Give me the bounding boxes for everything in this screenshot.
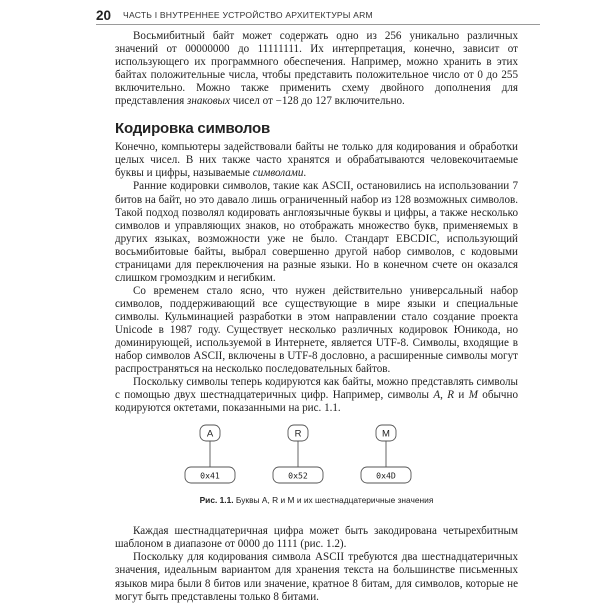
paragraph-early-encodings: Ранние кодировки символов, такие как ASCII, остановились на использовании 7 битов на байт, но это давало лишь ограниченный набор из 128 возможных символов. Такой подход позволял кодировать англоязычные буквы и цифры, а также несколько символов и управляющих знаков, но отображать множество букв, применяемых в других языках, возможности уже не было. Стандарт EBCDIC, использующий восьмибитовые байты, выбрал совершенно другой набор символов, с кодовыми страницами для переключения на разные языки. Но в конечном счете он оказался слишком громоздким и негибким.: [115, 180, 518, 284]
paragraph-ascii-storage: Поскольку для кодирования символа ASCII требуются два шестнадцатеричных значения, идеальным вариантом для хранения текста на большинстве письменных языков мира были 8 битов или значение, кратное 8 битам, для символов, которые не могут быть представлены только 8 битами.: [115, 551, 518, 603]
section-heading: Кодировка символов: [115, 120, 271, 138]
letter-label: M: [382, 428, 390, 440]
paragraph-hex-digits: Поскольку символы теперь кодируются как байты, можно представлять символы с помощью двух шестнадцатеричных цифр. Например, символы A, R и M обычно кодируются октетами, показанными на рис. 1.1.: [115, 376, 518, 415]
running-head: ЧАСТЬ I ВНУТРЕННЕЕ УСТРОЙСТВО АРХИТЕКТУРЫ ARM: [123, 10, 373, 20]
page-number: 20: [96, 7, 112, 23]
figure-item-m: [361, 425, 411, 483]
paragraph-hex-patterns: Каждая шестнадцатеричная цифра может быть закодирована четырехбитным шаблоном в диапазоне от 0000 до 1111 (рис. 1.2).: [115, 525, 518, 551]
paragraph-unicode: Со временем стало ясно, что нужен действительно универсальный набор символов, поддерживающий все существующие в мире языки и специальные символы. Кульминацией разработки в этом направлении стало создание проекта Unicode в 1987 году. Существует несколько различных кодировок Юникода, но доминирующей, используемой в Интернете, является UTF-8. Символы, входящие в набор символов ASCII, включены в UTF-8 дословно, а расширенные символы могут распространяться на несколько последовательных байтов.: [115, 284, 518, 376]
figure-diagram: [115, 421, 518, 495]
figure-1-1: [115, 421, 518, 509]
letter-label: R: [294, 428, 302, 440]
letter-label: A: [206, 428, 214, 440]
figure-caption: Рис. 1.1. Буквы A, R и M и их шестнадцатеричные значения: [199, 495, 434, 506]
page-header: [96, 6, 540, 25]
page-body: [115, 30, 518, 604]
code-label: 0x41: [200, 470, 220, 481]
figure-item-r: [273, 425, 323, 483]
figure-item-a: [185, 425, 235, 483]
code-label: 0x52: [288, 470, 308, 481]
code-label: 0x4D: [376, 470, 396, 481]
paragraph-characters: Конечно, компьютеры задействовали байты не только для кодирования и обработки целых чисел. В них также часто хранятся и обрабатываются человекочитаемые буквы и цифры, называемые символами.: [115, 141, 518, 180]
paragraph-byte-values: Восьмибитный байт может содержать одно из 256 уникально различных значений от 00000000 до 11111111. Их интерпретация, конечно, зависит от использующего их программного обеспечения. Например, можно хранить в этих байтах положительные числа, чтобы представить положительное число от 0 до 255 включительно. Можно также применить схему двойного дополнения для представления знаковых чисел от −128 до 127 включительно.: [115, 30, 518, 108]
